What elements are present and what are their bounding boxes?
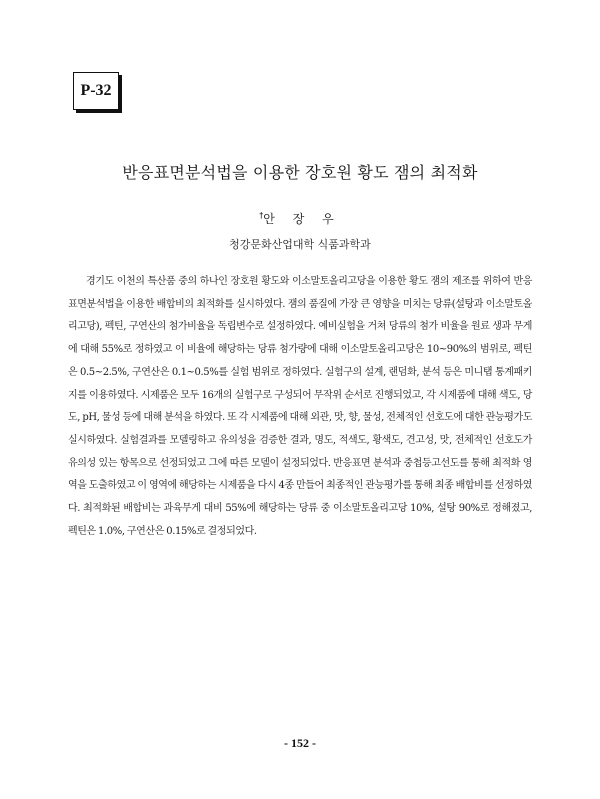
author-name: 안 장 우 — [263, 212, 341, 226]
poster-id-label: P-32 — [80, 82, 112, 99]
author-affiliation: 청강문화산업대학 식품과학과 — [229, 238, 371, 251]
poster-id-box — [73, 72, 119, 110]
paper-title: 반응표면분석법을 이용한 장호원 황도 잼의 최적화 — [122, 163, 478, 182]
author-line — [0, 210, 600, 227]
abstract-body: 경기도 이천의 특산품 중의 하나인 장호원 황도와 이소말토올리고당을 이용한 황도 잼의 제조를 위하여 반응표면분석법을 이용한 배합비의 최적화를 실시하였다. 잼의 품질에 가장 큰 영향을 미치는 당류(설탕과 이소말토올리고당), 펙틴, 구연산의 첨가비율을 독립변수로 설정하였다. 예비실험을 거쳐 당류의 첨가 비율을 원료 생과 무게에 대해 55%로 정하였고 이 비율에 해당하는 당류 첨가량에 대해 이소말토올리고당은 10~90%의 범위로, 펙틴은 0.5~2.5%, 구연산은 0.1~0.5%를 실험 범위로 정하였다. 실험구의 설계, 랜덤화, 분석 등은 미니탭 통계패키지를 이용하였다. 시제품은 모두 16개의 실험구로 구성되어 무작위 순서로 진행되었고, 각 시제품에 대해 색도, 당도, pH, 물성 등에 대해 분석을 하였다. 또 각 시제품에 대해 외관, 맛, 향, 물성, 전체적인 선호도에 대한 관능평가도 실시하였다. 실험결과를 모델링하고 유의성을 검증한 결과, 명도, 적색도, 황색도, 견고성, 맛, 전체적인 선호도가 유의성 있는 항목으로 선정되었고 그에 따른 모델이 설정되었다. 반응표면 분석과 중첩등고선도를 통해 최적화 영역을 도출하였고 이 영역에 해당하는 시제품을 다시 4종 만들어 최종적인 관능평가를 통해 최종 배합비를 선정하였다. 최적화된 배합비는 과육무게 대비 55%에 해당하는 당류 중 이소말토올리고당 10%, 설탕 90%로 정해졌고, 펙틴은 1.0%, 구연산은 0.15%로 결정되었다. — [68, 276, 532, 537]
corresponding-author-mark: † — [259, 211, 264, 220]
page-number: - 152 - — [284, 736, 316, 750]
